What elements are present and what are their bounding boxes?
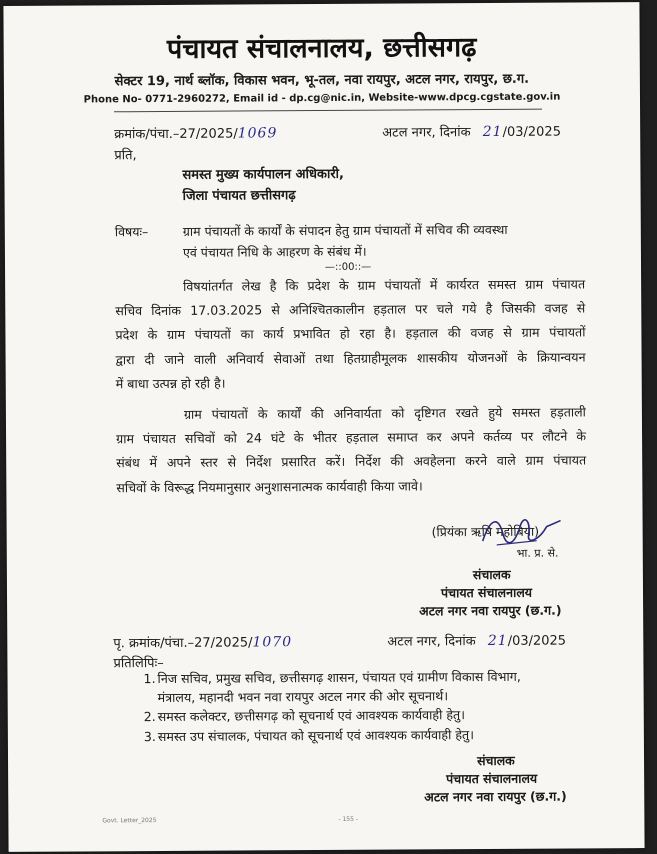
- paragraph-line: संबंध में अपने स्तर से निर्देश प्रसारित करें। निर्देश की अवहेलना करने वाले ग्राम पंचायत: [116, 452, 587, 471]
- paragraph-line: सचिव दिनांक 17.03.2025 से अनिश्चितकालीन हड़ताल पर चले गये है जिसकी वजह से: [115, 300, 586, 319]
- letterhead-title: पंचायत संचालनालय, छत्तीसगढ़: [166, 32, 477, 65]
- reference-number-handwritten: 1069: [237, 125, 278, 142]
- footer-file-name: Govt. Letter_2025: [102, 817, 157, 825]
- closing-designation: संचालक: [476, 752, 515, 769]
- place-date-label: अटल नगर, दिनांक: [387, 634, 476, 650]
- paragraph-line: ग्राम पंचायत सचिवों को 24 घंटे के भीतर हड़ताल समाप्त कर अपने कर्तव्य पर लौटने के: [116, 428, 587, 447]
- date-handwritten: 21: [487, 632, 508, 650]
- addressee-prati: प्रति,: [114, 148, 137, 164]
- letterhead-contact: Phone No- 0771-2960272, Email id - dp.cg@nic.in, Website-www.dpcg.cgstate.gov.in: [83, 91, 561, 106]
- signatory-designation: संचालक: [472, 566, 511, 583]
- footer-page-number: - 155 -: [338, 815, 359, 823]
- subject-line-1: ग्राम पंचायतों के कार्यों के संपादन हेतु ग्राम पंचायतों में सचिव की व्यवस्था: [182, 221, 508, 239]
- closing-office: पंचायत संचालनालय: [446, 770, 538, 787]
- signatory-name: (प्रियंका ऋषि महोबिया): [431, 523, 540, 540]
- date-handwritten: 21: [482, 123, 503, 141]
- subject-label: विषयः–: [114, 224, 149, 240]
- copy-label: प्रतिलिपिः–: [113, 655, 164, 672]
- body-paragraph-1: [115, 272, 586, 396]
- closing-place: अटल नगर नवा रायपुर (छ.ग.): [424, 788, 567, 805]
- reference-number: [114, 123, 277, 142]
- paragraph-line: सचिवों के विरूद्ध नियमानुसार अनुशासनात्मक कार्यवाही किया जावे।: [116, 478, 423, 495]
- addressee-line-1: समस्त मुख्य कार्यपालन अधिकारी,: [182, 166, 344, 183]
- paragraph-line: में बाधा उत्पन्न हो रही है।: [115, 375, 226, 392]
- list-item: [143, 706, 521, 727]
- list-item-number: 1.: [143, 671, 156, 687]
- signatory-service: भा. प्र. से.: [516, 546, 559, 560]
- body-paragraph-2: [116, 400, 587, 500]
- endorsement-number: [113, 632, 292, 651]
- header-divider: [114, 109, 542, 113]
- date-printed: /03/2025: [507, 633, 567, 649]
- paragraph-line: द्वारा दी जाने वाली अनिवार्य सेवाओं तथा हितग्राहीमूलक शासकीय योजनओं के क्रियान्वयन: [115, 349, 586, 367]
- paragraph-line: ग्राम पंचायतों के कार्यों की अनिवार्यता को दृष्टिगत रखते हुये समस्त हड़ताली: [183, 404, 586, 422]
- list-item-line: निज सचिव, प्रमुख सचिव, छत्तीसगढ़ शासन, पंचायत एवं ग्रामीण विकास विभाग,: [157, 668, 521, 687]
- list-item-line: समस्त कलेक्टर, छत्तीसगढ़ को सूचनार्थ एवं आवश्यक कार्यवाही हेतु।: [157, 707, 466, 725]
- letterhead-address: सेक्टर 19, नार्थ ब्लॉक, विकास भवन, भू-तल, नवा रायपुर, अटल नगर, रायपुर, छ.ग.: [114, 71, 530, 90]
- subject-separator: —::00::—: [324, 261, 372, 273]
- reference-date: [382, 122, 561, 141]
- list-item-line: समस्त उप संचालक, पंचायत को सूचनार्थ एवं आवश्यक कार्यवाही हेतु।: [157, 726, 475, 744]
- list-item: [143, 668, 521, 707]
- endorsement-number-handwritten: 1070: [252, 634, 293, 651]
- paragraph-line: विषयांतर्गत लेख है कि प्रदेश के ग्राम पंचायतों में कार्यरत समस्त ग्राम पंचायत: [183, 276, 586, 294]
- reference-number-printed: क्रमांक/पंचा.–27/2025/: [114, 126, 238, 143]
- subject-line-2: एवं पंचायत निधि के आहरण के संबंध में।: [182, 243, 367, 260]
- endorsement-date: [387, 631, 566, 650]
- letter-page: [3, 2, 644, 852]
- list-item-line: मंत्रालय, महानदी भवन नवा रायपुर अटल नगर की ओर सूचनार्थ।: [157, 687, 449, 705]
- addressee-line-2: जिला पंचायत छत्तीसगढ़: [182, 188, 296, 204]
- endorsement-number-printed: पृ. क्रमांक/पंचा.–27/2025/: [113, 635, 253, 652]
- date-printed: /03/2025: [502, 124, 561, 140]
- list-item: [143, 725, 521, 746]
- paragraph-line: प्रदेश के ग्राम पंचायतों का कार्य प्रभावित हो रहा है। हड़ताल की वजह से ग्राम पंचायतों: [115, 324, 586, 343]
- place-date-label: अटल नगर, दिनांक: [382, 125, 471, 141]
- copy-list: [143, 668, 521, 747]
- list-item-number: 2.: [143, 709, 156, 725]
- signatory-place: अटल नगर नवा रायपुर (छ.ग.): [419, 602, 562, 619]
- list-item-number: 3.: [143, 728, 156, 744]
- signatory-office: पंचायत संचालनालय: [440, 584, 533, 601]
